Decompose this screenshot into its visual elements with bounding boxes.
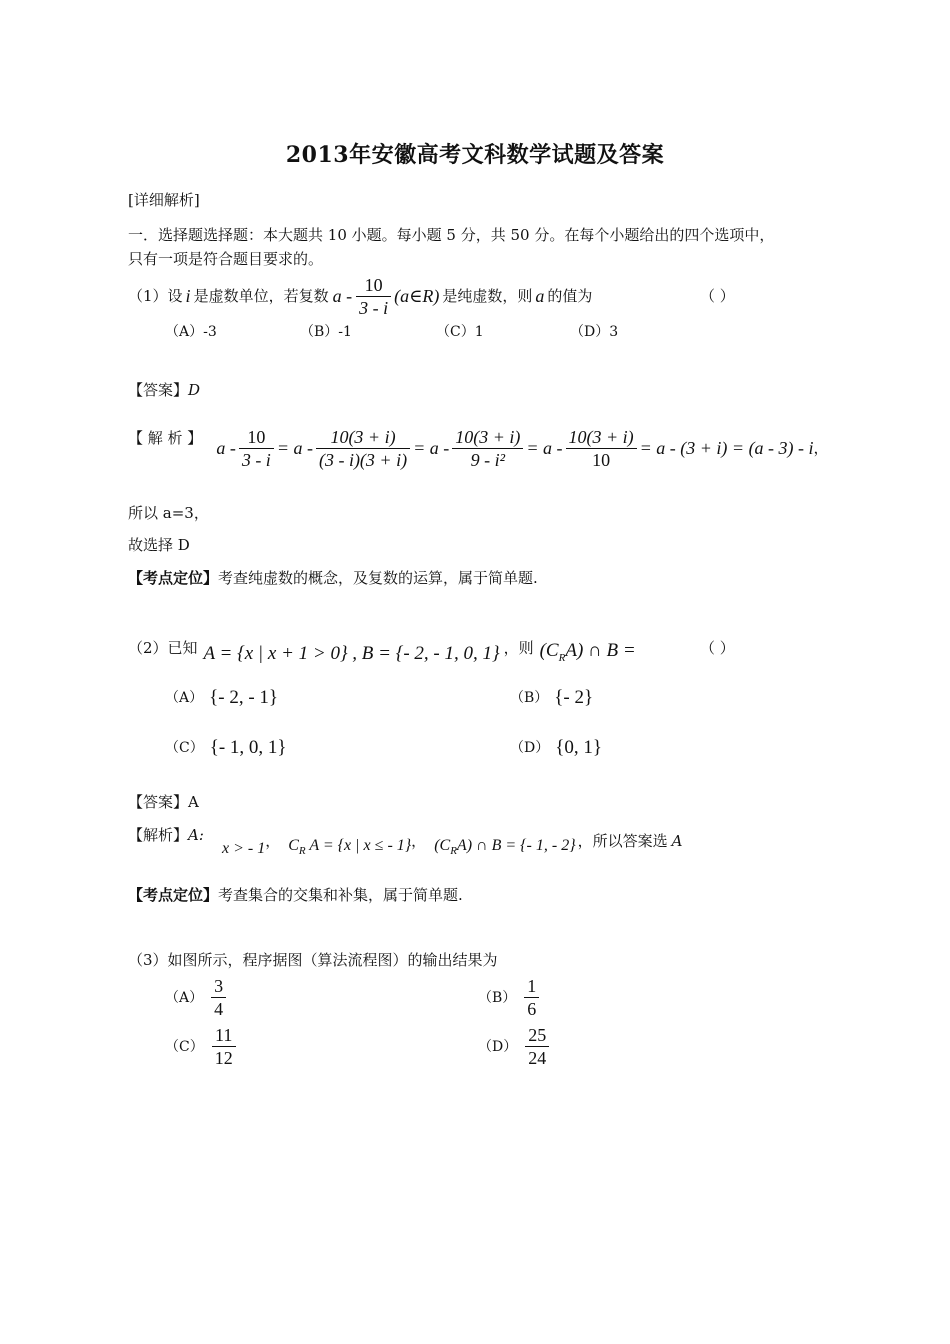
q2-option-c bbox=[165, 738, 287, 758]
section-intro-line1: 一．选择题选择题：本大题共 10 小题。每小题 5 分，共 50 分。在每个小题给出的四个选项中， bbox=[128, 226, 775, 244]
q1-text-a: 是虚数单位，若复数 bbox=[193, 287, 329, 305]
q2-kaodian-label: 【考点定位】 bbox=[128, 886, 219, 904]
q1-condition: (a∈R) bbox=[394, 286, 440, 306]
q1-step4-den: 10 bbox=[592, 449, 611, 470]
q3-option-d-fraction bbox=[525, 1024, 549, 1069]
q3-option-c-den: 12 bbox=[214, 1048, 233, 1068]
q2-an2-sub: R bbox=[298, 845, 306, 858]
q3-option-b-den: 6 bbox=[527, 999, 537, 1019]
q2-option-a-value: {- 2, - 1} bbox=[209, 687, 279, 708]
q3-option-c-num: 11 bbox=[212, 1024, 236, 1047]
q1-step-end: ， bbox=[813, 439, 829, 457]
q1-step4-pre: = a - bbox=[526, 438, 563, 458]
q2-an3 bbox=[434, 836, 575, 861]
q2-expression bbox=[540, 641, 636, 668]
q2-option-a bbox=[165, 688, 278, 708]
q2-comma-1: ， bbox=[265, 831, 281, 850]
q1-step2-den: (3 - i)(3 + i) bbox=[318, 449, 408, 470]
page-title: 2013年安徽高考文科数学试题及答案 bbox=[285, 142, 665, 168]
q2-option-b-label: （B） bbox=[510, 690, 549, 706]
q3-option-c-label: （C） bbox=[165, 1038, 204, 1055]
q3-option-d bbox=[478, 1024, 549, 1069]
q3-stem: （3）如图所示，程序据图（算法流程图）的输出结果为 bbox=[128, 951, 498, 969]
q1-analysis bbox=[128, 424, 829, 472]
q1-prefix: （1）设 bbox=[128, 287, 183, 305]
q1-step3-den: 9 - i² bbox=[470, 449, 505, 470]
q2-sets: A = {x | x + 1 > 0} , B = {- 2, - 1, 0, 1} bbox=[203, 643, 500, 664]
q1-fraction bbox=[356, 274, 391, 319]
q2-prefix: （2）已知 bbox=[128, 639, 198, 657]
q3-option-b-num: 1 bbox=[524, 975, 539, 998]
q2-analysis-a: A: bbox=[188, 826, 204, 844]
q1-kaodian-label: 【考点定位】 bbox=[128, 569, 219, 587]
q2-analysis-label: 【解析】 bbox=[128, 826, 189, 844]
q2-expr-pre: (C bbox=[539, 639, 559, 661]
q2-expr-sub: R bbox=[558, 651, 566, 664]
q3-option-d-label: （D） bbox=[478, 1038, 518, 1055]
q1-step4-num: 10(3 + i) bbox=[566, 426, 637, 449]
q1-stem bbox=[128, 272, 592, 320]
q2-option-d-value: {0, 1} bbox=[555, 737, 602, 758]
q2-stem bbox=[128, 638, 636, 670]
q2-answer-label: 【答案】 bbox=[128, 793, 189, 811]
q2-kaodian-text: 考查集合的交集和补集，属于简单题. bbox=[218, 886, 463, 904]
q3-option-a-num: 3 bbox=[211, 975, 226, 998]
q1-step1-den: 3 - i bbox=[241, 449, 271, 470]
q1-frac-num: 10 bbox=[356, 274, 391, 297]
q3-option-b-label: （B） bbox=[478, 989, 517, 1006]
q1-answer-label: 【答案】 bbox=[128, 381, 189, 399]
q1-step3-pre: = a - bbox=[413, 438, 450, 458]
q2-an2 bbox=[288, 836, 411, 861]
q2-option-a-label: （A） bbox=[165, 690, 204, 706]
q1-step3-fraction bbox=[452, 426, 523, 471]
q1-answer bbox=[128, 380, 200, 400]
q2-an2-pre: C bbox=[288, 837, 299, 854]
q3-option-a bbox=[165, 975, 226, 1020]
q2-option-b bbox=[510, 688, 593, 708]
q1-step4-fraction bbox=[566, 426, 637, 471]
q1-option-b: （B）-1 bbox=[300, 324, 352, 340]
q2-answer-value: A bbox=[188, 793, 199, 811]
q3-option-c-fraction bbox=[212, 1024, 236, 1069]
q3-option-b bbox=[478, 975, 539, 1020]
q1-var-i: i bbox=[185, 286, 191, 306]
q2-analysis-math bbox=[222, 831, 683, 861]
q2-option-c-value: {- 1, 0, 1} bbox=[209, 737, 287, 758]
q1-step1-a: a - bbox=[216, 438, 236, 458]
q1-step2-num: 10(3 + i) bbox=[316, 426, 410, 449]
q2-expr-rest: A) ∩ B = bbox=[565, 639, 636, 661]
q1-analysis-label: 【 解 析 】 bbox=[128, 429, 203, 447]
q3-option-d-num: 25 bbox=[525, 1024, 549, 1047]
q1-answer-paren: （ ） bbox=[700, 287, 735, 305]
q3-option-a-den: 4 bbox=[214, 999, 224, 1019]
q3-option-a-fraction bbox=[211, 975, 226, 1020]
section-intro-line2: 只有一项是符合题目要求的。 bbox=[128, 250, 324, 268]
q1-text-c: 的值为 bbox=[547, 287, 593, 305]
detail-label: [详细解析] bbox=[128, 191, 200, 209]
q2-answer bbox=[128, 792, 199, 812]
q3-option-c bbox=[165, 1024, 236, 1069]
q2-an1: x > - 1 bbox=[222, 839, 266, 857]
q2-then: ，则 bbox=[503, 639, 534, 657]
q1-step2-pre: = a - bbox=[276, 438, 313, 458]
q2-comma-2: ， bbox=[411, 831, 427, 850]
q1-answer-value: D bbox=[188, 381, 201, 399]
q1-text-b: 是纯虚数，则 bbox=[442, 287, 533, 305]
q2-analysis-label-row bbox=[128, 825, 204, 845]
q1-var-a: a bbox=[535, 286, 545, 306]
q1-step1-fraction bbox=[239, 426, 274, 471]
q3-option-d-den: 24 bbox=[528, 1048, 547, 1068]
q2-option-d bbox=[510, 738, 602, 758]
q1-option-a: （A）-3 bbox=[165, 324, 217, 340]
q1-step1-num: 10 bbox=[239, 426, 274, 449]
q2-an3-rest: A) ∩ B = {- 1, - 2} bbox=[456, 837, 576, 854]
q1-kaodian bbox=[128, 568, 538, 588]
q1-option-d: （D）3 bbox=[570, 324, 619, 340]
q3-option-a-label: （A） bbox=[165, 989, 204, 1006]
q1-step5: = a - (3 + i) = (a - 3) - i bbox=[639, 438, 814, 458]
q1-kaodian-text: 考查纯虚数的概念，及复数的运算，属于简单题. bbox=[218, 569, 538, 587]
q1-step2-fraction bbox=[316, 426, 410, 471]
q2-kaodian bbox=[128, 885, 463, 905]
q2-an3-sub: R bbox=[450, 845, 457, 858]
q2-option-b-value: {- 2} bbox=[554, 687, 594, 708]
q2-option-d-label: （D） bbox=[510, 740, 550, 756]
q2-an-end-var: A bbox=[671, 831, 683, 850]
q2-an2-rest: A = {x | x ≤ - 1} bbox=[309, 837, 412, 854]
q2-answer-paren: （ ） bbox=[700, 639, 735, 657]
q1-frac-den: 3 - i bbox=[359, 297, 389, 318]
q1-expr-a: a - bbox=[332, 286, 353, 306]
q3-option-b-fraction bbox=[524, 975, 539, 1020]
q2-an-end: ，所以答案选 bbox=[577, 831, 668, 850]
q1-choose-line: 故选择 D bbox=[128, 536, 190, 554]
q1-step3-num: 10(3 + i) bbox=[452, 426, 523, 449]
q2-option-c-label: （C） bbox=[165, 740, 204, 756]
q2-an3-pre: (C bbox=[434, 837, 451, 854]
q1-so-line: 所以 a=3， bbox=[128, 504, 209, 522]
q1-option-c: （C）1 bbox=[436, 324, 484, 340]
